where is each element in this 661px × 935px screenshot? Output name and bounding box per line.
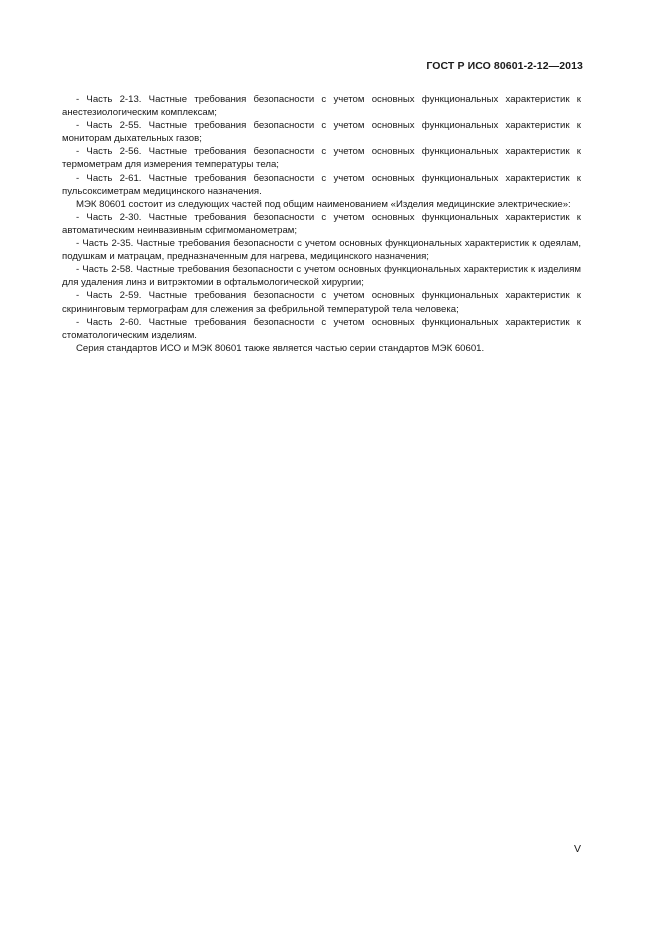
page-header-title: ГОСТ Р ИСО 80601-2-12—2013 [426,60,583,72]
paragraph-part-2-35: - Часть 2-35. Частные требования безопасности с учетом основных функциональных характеристик к одеялам, подушкам и матрацам, предназначенным для нагрева, медицинского назначения; [62,238,581,263]
page-number: V [573,843,581,855]
paragraph-part-2-60: - Часть 2-60. Частные требования безопасности с учетом основных функциональных характеристик к стоматологическим изделиям. [62,316,581,341]
paragraph-series-note: Серия стандартов ИСО и МЭК 80601 также является частью серии стандартов МЭК 60601. [76,342,485,354]
paragraph-part-2-61: - Часть 2-61. Частные требования безопасности с учетом основных функциональных характеристик к пульсоксиметрам медицинского назначения. [62,172,581,197]
paragraph-part-2-56: - Часть 2-56. Частные требования безопасности с учетом основных функциональных характеристик к термометрам для измерения температуры тела; [62,146,581,171]
paragraph-part-2-59: - Часть 2-59. Частные требования безопасности с учетом основных функциональных характеристик к скрининговым термографам для слежения за фебрильной температурой тела человека; [62,290,581,315]
paragraph-part-2-55: - Часть 2-55. Частные требования безопасности с учетом основных функциональных характеристик к мониторам дыхательных газов; [62,120,581,145]
paragraph-part-2-30: - Часть 2-30. Частные требования безопасности с учетом основных функциональных характеристик к автоматическим неинвазивным сфигмоманометрам; [62,211,581,236]
body-text [62,93,581,355]
paragraph-part-2-13: - Часть 2-13. Частные требования безопасности с учетом основных функциональных характеристик к анестезиологическим комплексам; [62,94,581,119]
paragraph-part-2-58: - Часть 2-58. Частные требования безопасности с учетом основных функциональных характеристик к изделиям для удаления линз и витрэктомии в офтальмологической хирургии; [62,264,581,289]
paragraph-iec-80601-intro: МЭК 80601 состоит из следующих частей под общим наименованием «Изделия медицинские электрические»: [76,198,571,210]
